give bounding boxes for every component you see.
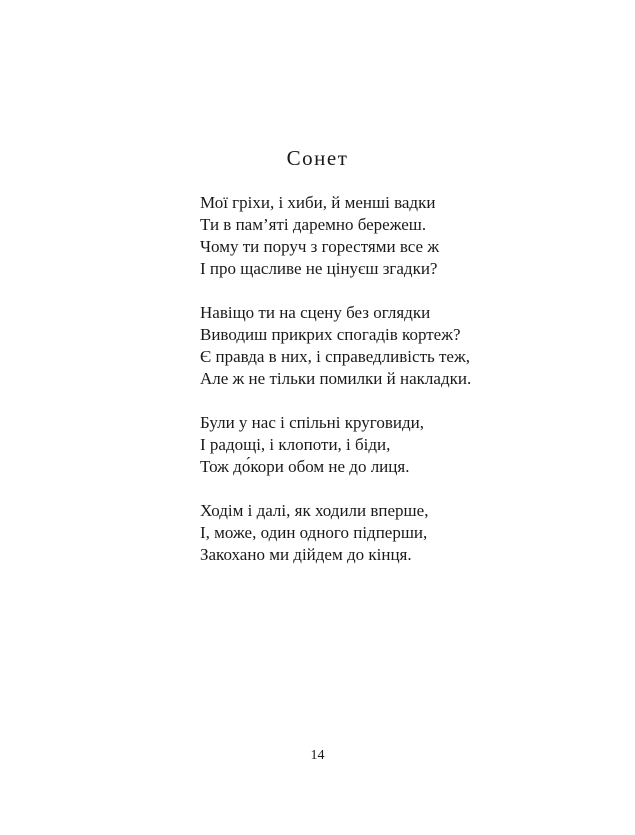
poem-line: Є правда в них, і справедливість теж, xyxy=(200,347,470,366)
poem-line: І про щасливе не цінуєш згадки? xyxy=(200,259,438,278)
poem-line: І, може, один одного підперши, xyxy=(200,523,428,542)
poem-line: Тож до́кори обом не до лиця. xyxy=(200,457,410,476)
poem-line: Ходім і далі, як ходили вперше, xyxy=(200,501,429,520)
poem-line: Були у нас і спільні круговиди, xyxy=(200,413,424,432)
poem-body xyxy=(200,192,540,588)
poem-line: Закохано ми дійдем до кінця. xyxy=(200,545,412,564)
poem-title: Сонет xyxy=(286,146,349,170)
stanza-1 xyxy=(200,192,540,280)
poem-line: Навіщо ти на сцену без оглядки xyxy=(200,303,431,322)
poem-line: Виводиш прикрих спогадів кортеж? xyxy=(200,325,461,344)
stanza-4 xyxy=(200,500,540,566)
stanza-2 xyxy=(200,302,540,390)
poem-line: Мої гріхи, і хиби, й менші вадки xyxy=(200,193,436,212)
poem-line: Ти в пам’яті даремно бережеш. xyxy=(200,215,427,234)
poem-line: Чому ти поруч з горестями все ж xyxy=(200,237,440,256)
poem-line: І радощі, і клопоти, і біди, xyxy=(200,435,391,454)
stanza-3 xyxy=(200,412,540,478)
poem-line: Але ж не тільки помилки й накладки. xyxy=(200,369,472,388)
page-number: 14 xyxy=(310,748,325,763)
